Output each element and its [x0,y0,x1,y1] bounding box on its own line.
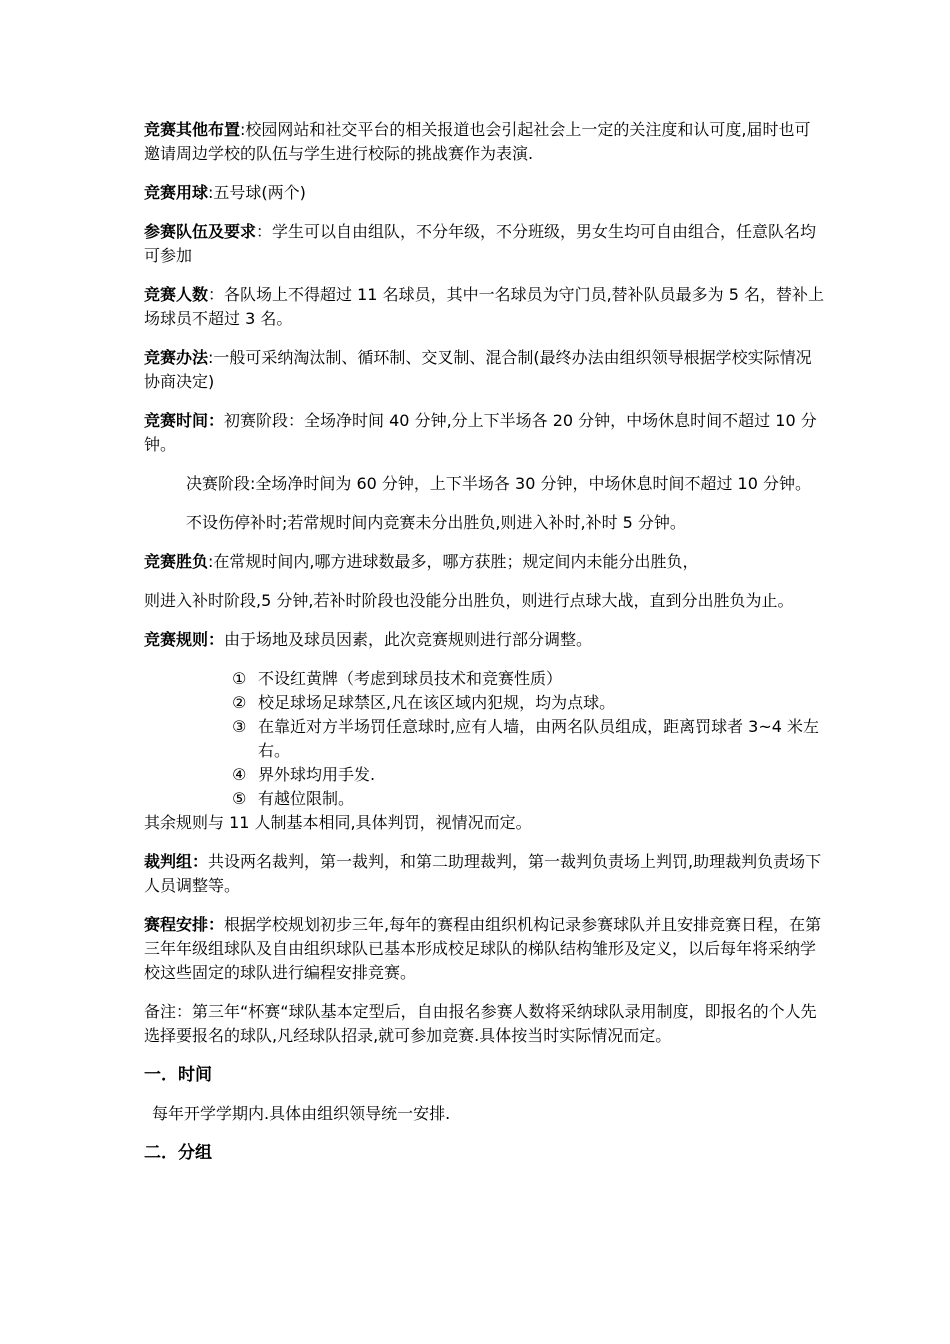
section-text: 共设两名裁判，第一裁判，和第二助理裁判，第一裁判负责场上判罚,助理裁判负责场下人员调整等。 [144,852,822,895]
section-label: 竞赛人数 [144,285,209,304]
win-continuation: 则进入补时阶段,5 分钟,若补时阶段也没能分出胜负，则进行点球大战，直到分出胜负为止。 [144,591,794,610]
section-label: 参赛队伍及要求 [144,222,257,241]
section-other-arrangements: 竞赛其他布置:校园网站和社交平台的相关报道也会引起社会上一定的关注度和认可度,届时也可邀请周边学校的队伍与学生进行校际的挑战赛作为表演. [144,120,811,163]
item-number: ④ [232,765,247,784]
rules-rest: 其余规则与 11 人制基本相同,具体判罚，视情况而定。 [144,813,532,832]
section-text: 各队场上不得超过 11 名球员，其中一名球员为守门员,替补队员最多为 5 名，替补上场球员不超过 3 名。 [144,285,825,328]
list-item: ④ 界外球均用手发. [232,763,824,787]
section-label: 竞赛时间 [144,411,209,430]
section-text: 初赛阶段：全场净时间 40 分钟,分上下半场各 20 分钟，中场休息时间不超过 10 分钟。 [144,411,817,454]
section-text: 根据学校规划初步三年,每年的赛程由组织机构记录参赛球队并且安排竞赛日程，在第三年年级组球队及自由组织球队已基本形成校足球队的梯队结构雏形及定义，以后每年将采纳学校这些固定的球队进行编程安排竞赛。 [144,915,822,982]
section-text: 校园网站和社交平台的相关报道也会引起社会上一定的关注度和认可度,届时也可邀请周边学校的队伍与学生进行校际的挑战赛作为表演. [144,120,811,163]
item-number: ② [232,693,247,712]
section-label: 竞赛胜负 [144,552,209,571]
section-label: 竞赛规则 [144,630,209,649]
section-label: 赛程安排 [144,915,209,934]
rules-list [144,667,824,811]
list-item: ① 不设红黄牌（考虑到球员技术和竞赛性质） [232,667,824,691]
section-teams: 参赛队伍及要求：学生可以自由组队，不分年级，不分班级，男女生均可自由组合，任意队名均可参加 [144,222,817,265]
list-item: ③ 在靠近对方半场罚任意球时,应有人墙，由两名队员组成，距离罚球者 3~4 米左右。 [232,717,820,760]
section-schedule: 赛程安排：根据学校规划初步三年,每年的赛程由组织机构记录参赛球队并且安排竞赛日程，在第三年年级组球队及自由组织球队已基本形成校足球队的梯队结构雏形及定义，以后每年将采纳学校这些固定的球队进行编程安排竞赛。 [144,915,822,982]
section-text: 在常规时间内,哪方进球数最多，哪方获胜；规定间内未能分出胜负， [213,552,699,571]
item-number: ① [232,669,247,688]
item-number: ⑤ [232,789,247,808]
section-label: 竞赛用球 [144,183,209,202]
time-text: 每年开学学期内.具体由组织领导统一安排. [152,1104,451,1123]
final-stage-text: 决赛阶段:全场净时间为 60 分钟，上下半场各 30 分钟，中场休息时间不超过 10 分钟。 [186,474,811,493]
section-ball: 竞赛用球:五号球(两个) [144,183,306,202]
note-text: 备注：第三年“杯赛“球队基本定型后，自由报名参赛人数将采纳球队录用制度，即报名的个人先选择要报名的球队,凡经球队招录,就可参加竞赛.具体按当时实际情况而定。 [144,1002,817,1045]
section-match-time: 竞赛时间：初赛阶段：全场净时间 40 分钟,分上下半场各 20 分钟，中场休息时间不超过 10 分钟。 [144,411,817,454]
section-format: 竞赛办法:一般可采纳淘汰制、循环制、交叉制、混合制(最终办法由组织领导根据学校实际情况协商决定) [144,348,812,391]
section-rules: 竞赛规则：由于场地及球员因素，此次竞赛规则进行部分调整。 [144,630,593,649]
list-item: ⑤ 有越位限制。 [232,787,824,811]
heading-time: 一．时间 [144,1065,212,1085]
section-label: 裁判组 [144,852,193,871]
section-players: 竞赛人数：各队场上不得超过 11 名球员，其中一名球员为守门员,替补队员最多为 5 名，替补上场球员不超过 3 名。 [144,285,825,328]
heading-group: 二．分组 [144,1143,212,1163]
section-text: 学生可以自由组队，不分年级，不分班级，男女生均可自由组合，任意队名均可参加 [144,222,817,265]
document-page [144,118,824,1180]
section-label: 竞赛其他布置 [144,120,241,139]
item-number: ③ [232,717,247,736]
no-stoppage-text: 不设伤停补时;若常规时间内竞赛未分出胜负,则进入补时,补时 5 分钟。 [186,513,686,532]
section-text: 一般可采纳淘汰制、循环制、交叉制、混合制(最终办法由组织领导根据学校实际情况协商决定) [144,348,812,391]
list-item: ② 校足球场足球禁区,凡在该区域内犯规，均为点球。 [232,691,824,715]
section-win: 竞赛胜负:在常规时间内,哪方进球数最多，哪方获胜；规定间内未能分出胜负， [144,552,699,571]
section-referee: 裁判组：共设两名裁判，第一裁判，和第二助理裁判，第一裁判负责场上判罚,助理裁判负责场下人员调整等。 [144,852,822,895]
section-text: 五号球(两个) [213,183,306,202]
section-label: 竞赛办法 [144,348,209,367]
section-text: 由于场地及球员因素，此次竞赛规则进行部分调整。 [224,630,593,649]
